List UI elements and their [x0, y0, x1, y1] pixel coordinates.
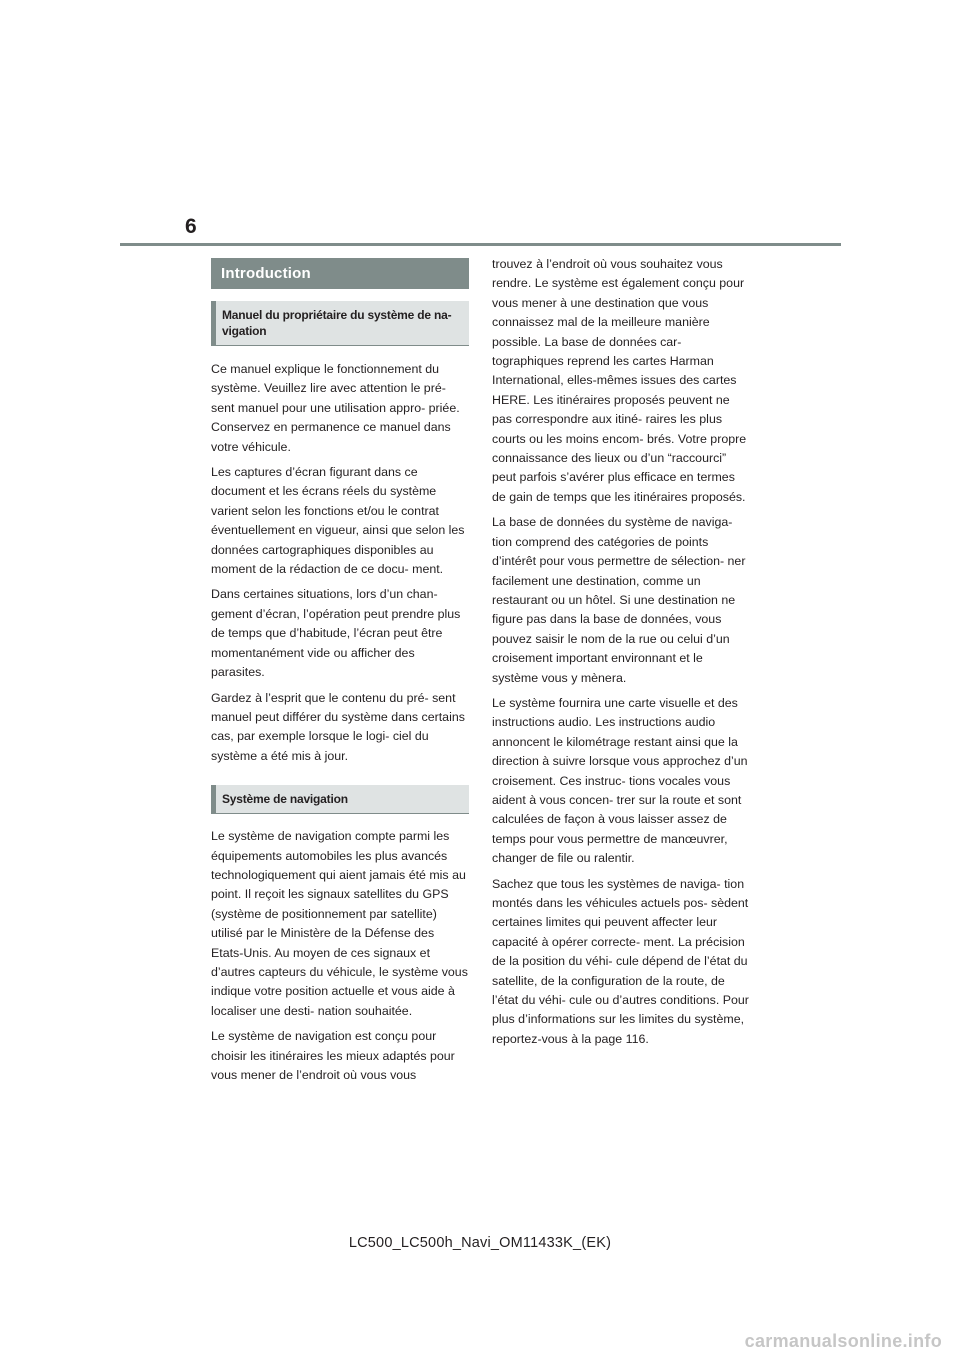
- navigation-subheading: Système de navigation: [211, 785, 469, 814]
- top-rule: [120, 243, 841, 246]
- document-code-footer: LC500_LC500h_Navi_OM11433K_(EK): [348, 1235, 612, 1251]
- left-column: [211, 258, 469, 1091]
- navigation-paragraph: Le système de navigation compte parmi les équipements automobiles les plus avancés technologiquement qui aient jamais été mis au point. Il reçoit les signaux satellites du GPS (système de positionnement par satellite) utilisé par le Ministère de la Défense des Etats-Unis. Au moyen de ces signaux et d’autres capteurs du véhicule, le système vous indique votre position actuelle et vous aide à localiser une desti- nation souhaitée.: [211, 829, 468, 1018]
- manual-paragraph: Les captures d’écran figurant dans ce document et les écrans réels du système varient selon les fonctions et/ou le contrat éventuellement en vigueur, ainsi que selon les données cartographiques disponibles au moment de la rédaction de ce docu- ment.: [211, 465, 465, 577]
- manual-paragraph: Gardez à l’esprit que le contenu du pré- sent manuel peut différer du système dans certains cas, par exemple lorsque le logi- ciel du système a été mis à jour.: [211, 690, 465, 763]
- page-number: 6: [185, 215, 197, 238]
- right-column: [492, 255, 750, 1055]
- manual-paragraph: Dans certaines situations, lors d’un chan- gement d’écran, l’opération peut prendre plus de temps que d’habitude, l’écran peut être momentanément vide ou afficher des parasites.: [211, 587, 461, 680]
- navigation-paragraph: trouvez à l’endroit où vous souhaitez vous rendre. Le système est également conçu pour vous mener à une destination que vous connaissez mal de la meilleure manière possible. La base de données car- tographiques reprend les cartes Harman International, elles-mêmes issues des cartes HERE. Les itinéraires proposés peuvent ne pas correspondre aux itiné- raires les plus courts ou les moins encom- brés. Votre propre connaissance des lieux ou d’un “raccourci” peut parfois s’avérer plus efficace en termes de gain de temps que les itinéraires proposés.: [492, 257, 747, 504]
- manual-paragraph: Ce manuel explique le fonctionnement du système. Veuillez lire avec attention le pré- sent manuel pour une utilisation appro- priée. Conservez en permanence ce manuel dans votre véhicule.: [211, 362, 460, 454]
- navigation-paragraph: Sachez que tous les systèmes de naviga- tion montés dans les véhicules actuels pos- sèdent certaines limites qui peuvent affecter leur capacité à opérer correcte- ment. La précision de la position du véhi- cule dépend de l’état du satellite, de la configuration de la route, de l’état du véhi- cule ou d’autres conditions. Pour plus d’informations sur les limites du système, reportez-vous à la page 116.: [492, 876, 749, 1046]
- navigation-paragraph: Le système fournira une carte visuelle et des instructions audio. Les instructions audio annoncent le kilométrage restant ainsi que la direction à suivre lorsque vous approchez d’un croisement. Ces instruc- tions vocales vous aident à vous concen- trer sur la route et sont calculées de façon à vous laisser assez de temps pour vous permettre de manœuvrer, changer de file ou ralentir.: [492, 695, 748, 866]
- manual-subheading: Manuel du propriétaire du système de na- vigation: [211, 301, 469, 346]
- introduction-banner: Introduction: [211, 258, 469, 289]
- site-watermark: carmanualsonline.info: [744, 1331, 942, 1351]
- navigation-paragraph: Le système de navigation est conçu pour choisir les itinéraires les mieux adaptés pour vous mener de l’endroit où vous vous: [211, 1029, 455, 1082]
- navigation-paragraph: La base de données du système de naviga- tion comprend des catégories de points d’intérêt pour vous permettre de sélection- ner facilement une destination, comme un restaurant ou un hôtel. Si une destination ne figure pas dans la base de données, vous pouvez saisir le nom de la rue ou celui d’un croisement important environnant et le système vous y mènera.: [492, 515, 746, 685]
